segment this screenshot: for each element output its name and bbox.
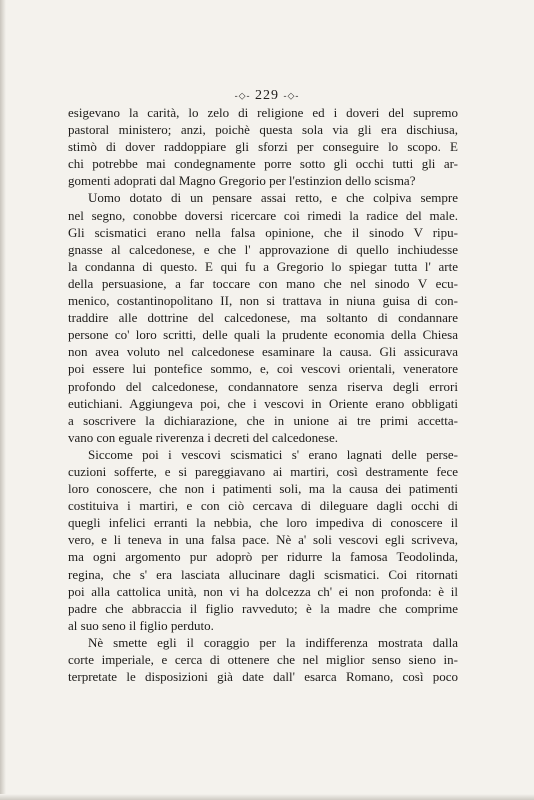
- text-line: chi potrebbe mai condegnamente porre sotto gli occhi tutti gli ar-: [68, 156, 458, 172]
- text-line: Nè smette egli il coraggio per la indifferenza mostrata dalla: [88, 634, 458, 650]
- text-line: al suo seno il figlio perduto.: [68, 617, 214, 633]
- text-line: poi essere lui pontefice sommo, e, coi vescovi orientali, veneratore: [68, 361, 458, 377]
- text-line: stimò di dover raddoppiare gli sforzi per conseguire lo scopo. E: [68, 139, 458, 155]
- page-edge-shadow-left: [0, 0, 6, 800]
- text-line: la condanna di questo. E qui fu a Gregorio lo spiegar tutta l' arte: [68, 258, 458, 274]
- body-text: [68, 104, 458, 685]
- text-line: gnasse al calcedonese, e che l' approvazione di quello inchiudesse: [68, 241, 458, 257]
- text-line: pastoral ministero; anzi, poichè questa sola via gli era dischiusa,: [68, 122, 458, 138]
- text-line: regina, che s' era lasciata allucinare dagli scismatici. Coi ritornati: [68, 566, 458, 582]
- text-line: non avea voluto nel calcedonese esaminare la causa. Gli assicurava: [68, 344, 458, 360]
- page-edge-shadow-bottom: [0, 794, 534, 800]
- text-line: gomenti adoprati dal Magno Gregorio per l'estinzion dello scisma?: [68, 173, 416, 189]
- text-line: nel segno, conobbe doversi ricercare coi rimedi la radice del male.: [68, 207, 458, 223]
- text-line: ma ogni argomento pur adoprò per ridurre la famosa Teodolinda,: [68, 549, 458, 565]
- text-line: loro conoscere, che non i patimenti soli, ma la causa dei patimenti: [68, 481, 458, 497]
- text-line: profondo del calcedonese, condannatore senza riserva degli errori: [68, 378, 458, 394]
- text-line: vero, e li teneva in una falsa pace. Nè a' soli vescovi egli scriveva,: [68, 532, 458, 548]
- text-line: vano con eguale riverenza i decreti del calcedonese.: [68, 429, 338, 445]
- text-line: eutichiani. Aggiungeva poi, che i vescovi in Oriente erano obbligati: [68, 395, 458, 411]
- text-line: menico, costantinopolitano II, non si trattava in niuna guisa di con-: [68, 293, 458, 309]
- text-line: padre che abbraccia il figlio ravveduto; è la madre che comprime: [68, 600, 458, 616]
- text-line: poi alla cattolica unità, non vi ha dolcezza ch' ei non profonda: è il: [68, 583, 458, 599]
- text-line: costituiva i martiri, e con ciò cercava di dileguare dagli occhi di: [68, 498, 458, 514]
- text-line: corte imperiale, e cerca di ottenere che nel miglior senso sieno in-: [68, 652, 458, 667]
- page-header: [0, 88, 534, 104]
- ornament-right: -◇-: [283, 90, 300, 101]
- text-line: persone co' loro scritti, delle quali la prudente economia della Chiesa: [68, 327, 458, 343]
- page-number: 229: [255, 88, 279, 103]
- text-line: cuzioni sofferte, e si pareggiavano ai martiri, così destramente fece: [68, 463, 458, 479]
- ornament-left: -◇-: [234, 90, 251, 101]
- text-line: Siccome poi i vescovi scismatici s' erano lagnati delle perse-: [88, 446, 458, 462]
- text-line: esigevano la carità, lo zelo di religione ed i doveri del supremo: [68, 105, 458, 120]
- text-line: traddire alle dottrine del calcedonese, ma soltanto di condannare: [68, 310, 458, 326]
- text-line: a soscrivere la dichiarazione, che in unione ai tre primi accetta-: [68, 412, 458, 428]
- text-line: quegli infelici erranti la nebbia, che loro impediva di conoscere il: [68, 515, 458, 531]
- text-line: terpretate le disposizioni già date dall' esarca Romano, così poco: [68, 669, 458, 685]
- text-line: Uomo dotato di un pensare assai retto, e che colpiva sempre: [88, 190, 458, 206]
- text-line: Gli scismatici erano nella falsa opinione, che il sinodo V ripu-: [68, 224, 458, 240]
- text-line: della persuasione, a far toccare con mano che nel sinodo V ecu-: [68, 275, 458, 291]
